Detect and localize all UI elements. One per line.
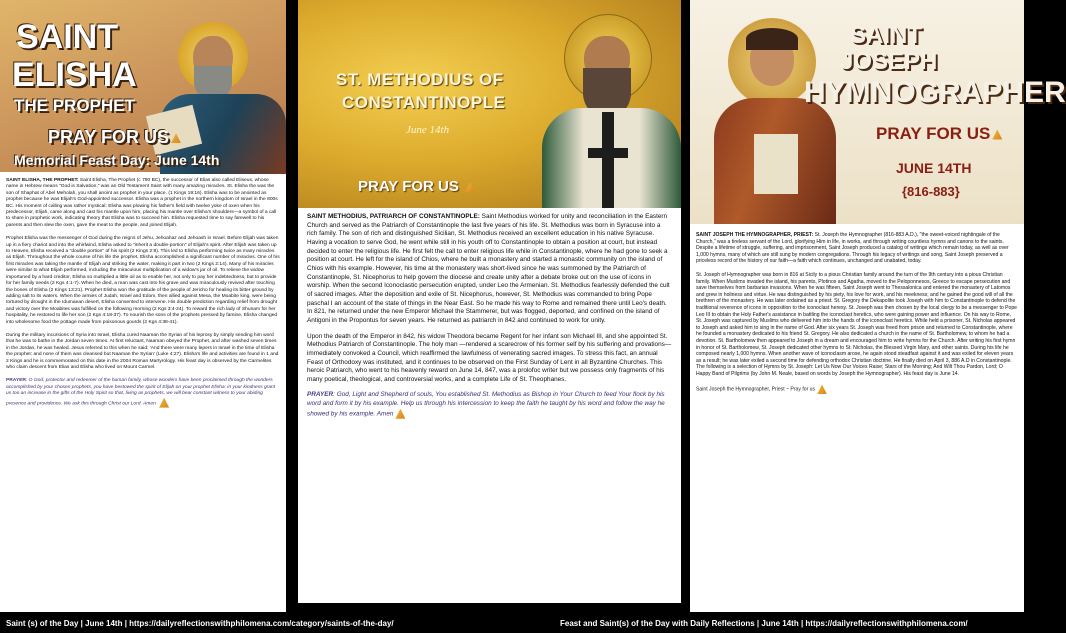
elisha-prayer: PRAYER: O God, protector and redeemer of the human family, whose wonders have been proclaimed through the wonders accomplished by your chosen prophets, you have bestowed the spirit of Elijah on your prophet Elisha: in your kindness grant us too an increase in the gifts of the Holy Spirit so that, living as prophets, we will bear constant witness to your abiding presence and providence. We ask this through Christ our Lord. Amen xyxy=(6,378,276,406)
joseph-feast-date: JUNE 14TH xyxy=(896,160,972,176)
elisha-title-name: ELISHA xyxy=(12,56,137,94)
joseph-pray-for-us: PRAY FOR US xyxy=(876,124,1002,144)
praying-hands-icon xyxy=(992,130,1002,140)
elisha-feast-day: Memorial Feast Day: June 14th xyxy=(14,152,220,168)
joseph-title-saint: SAINT xyxy=(850,22,922,49)
elisha-subtitle: THE PROPHET xyxy=(14,96,135,115)
joseph-closing-prayer: Saint Joseph the Hymnographer, Priest ~ Pray for us xyxy=(696,384,1018,394)
joseph-biography xyxy=(696,232,1018,401)
joseph-title-name: JOSEPH xyxy=(840,48,938,75)
methodius-icon-painting xyxy=(538,8,681,208)
elisha-paragraph-3: During the military incursions of Syria into Israel, Elisha cured Naaman the Syrian of his leprosy by simply sending him word that he was to bathe in the Jordan seven times. At first reluctant, Naaman obeyed the Prophet, and after washed seven times in the Jordan, he was healed. Jesus referred to this when he said: 'And there were many lepers in Israel in the time of Elisha the prophet: and none of them was cleansed but Naaman the Syrian' (Luke 4:27). Elisha's life and activities are found in 1 and 2 Kings and he is commemorated on this date in the 2004 Roman Martyrology. His feast day is observed by the Carmelites who claim descent from Elias and Elisha who lived on Mount Carmel. xyxy=(6,332,279,370)
footer-left-caption: Saint (s) of the Day | June 14th | https://dailyreflectionswithphilomena.com/category/saints-of-the-day/ xyxy=(6,619,394,628)
methodius-feast-date: June 14th xyxy=(406,124,450,136)
joseph-paragraph-1: SAINT JOSEPH THE HYMNOGRAPHER, PRIEST: St. Joseph the Hymnographer (816-883 A.D.), "the sweet-voiced nightingale of the Church," was a tireless servant of the Lord, glorifying Him in life, in works, and through writing countless hymns and canons to the saints. Despite a lifetime of struggle, suffering, and imprisonment, Saint Joseph produced a catalog of writings which remain today, as well as over 1,000 hymns, many of which are still sung by modern congregations. Through his legacy of writings and song, Saint Joseph preserved a priceless record of the history of our faith—a faith which continues, unchanged and unabated, today. xyxy=(696,232,1009,265)
methodius-banner-image xyxy=(298,0,681,208)
praying-hands-icon xyxy=(171,133,181,143)
joseph-years: {816-883} xyxy=(902,184,960,199)
joseph-paragraph-2: St. Joseph of Hymnographer was born in 816 at Sicily to a pious Christian family around the turn of the 9th century into a pious Christian family. When Muslims invaded the island, his parents, Plotinos and Agatha, moved to the Peloponnesos, Greece to escape persecution and save themselves from barbarian invasions. When he was fifteen, Saint Joseph went to Thessalonica and entered the monastery of Latomos and grew in holiness and virtue. He was distinguished by his piety, his love for work, and his meekness; and he gained the good will of all the brethren of the monastery. He was later ordained as a priest. St. Gregory the Dekapolite took Joseph with him to Constantinople to defend the traditional reverence of icons in opposition to the iconoclast heresy. St. Joseph was then chosen by the local clergy to be a messenger to Pope Leo III to obtain the Holy Father's assistance in battling the iconoclast heretics, who were gaining power and influence. On his way to Rome, St. Joseph was captured by Muslims who delivered him into the hands of the iconoclast heretics. While held a prisoner, St. Nicholas appeared to Joseph and asked him to sing in the name of God. After six years St. Joseph was freed from prison and returned to Constantinople, where he founded a monastery dedicated to his friend St. Gregory. He also dedicated a church in the name of St. Bartholomew, to whom he had a devotion. St. Bartholomew then appeared to Joseph in a dream and encouraged him to write hymns for the Church. After writing his first hymn in honor of St. Bartholomew, St. Joseph dedicated other hymns to St. Nicholas, the Blessed Virgin Mary, and other saints. During his life he composed nearly 1,000 hymns. When another wave of iconoclasm arose, he again stood steadfast against it and was exiled for eleven years as a result; he was later exiled a second time for defending orthodox Christian doctrine. He finally died on April 3, 886 A.D in Constantinople. The following is a selection of Hymns by St. Joseph: Let Us Now Our Voices Raise; Stars of the Morning; And Wilt Thou Pardon, Lord; O Happy Band of Pilgrims (by John M. Neale, based on words by Joseph the Hymnographer). His feast day is June 14. xyxy=(696,271,1017,377)
elisha-banner-image xyxy=(0,0,286,172)
footer-right-caption: Feast and Saint(s) of the Day with Daily Reflections | June 14th | https://dailyreflectionswithphilomena.com/ xyxy=(560,619,968,628)
praying-hands-icon xyxy=(465,182,475,192)
methodius-prayer: PRAYER: God, Light and Shepherd of souls, You established St. Methodius as Bishop in Your Church to feed Your flock by his word and form it by his example. Help us through his intercession to keep the faith he taught by his word and follow the way he showed by his example. Amen xyxy=(307,391,665,418)
methodius-title-line1: ST. METHODIUS OF xyxy=(336,70,504,89)
elisha-title-saint: SAINT xyxy=(16,18,118,56)
joseph-icon-painting xyxy=(714,14,836,224)
elisha-paragraph-1: SAINT ELISHA, THE PROPHET: Saint Elisha, The Prophet (c 790 BC), the successor of Elias also called Eliseus, whose name in Hebrew means "God is Salvation," was an Old Testament Saint with many amazing miracles. St. Elisha the was the son of Shaphat of Abel Meholah, you shall anoint as prophet in your place. (1 Kings 19:16). Elisha was to be anointed as prophet because he was Elijah's God-appointed successor. Elisha was a prophet in the northern kingdom of Israel in the 800s BC. His moment of calling was rather mystical: Elisha was plowing his father's field with twelve yoke of oxen when his predecessor, Elijah, came along and cast his mantle upon him, placing his mantle over Elisha's shoulders—a symbol of a call to share in prophetic work, indicating theory that Elisha was to succeed him. Elisha requested time to say farewell to his parents and then slew the oxen, gave the meat to the people, and joined Elijah. xyxy=(6,178,278,228)
joseph-panel xyxy=(690,0,1066,612)
methodius-pray-for-us: PRAY FOR US xyxy=(358,178,475,195)
elisha-panel xyxy=(0,0,286,612)
methodius-paragraph-2: Upon the death of the Emperor in 842, his widow Theodora became Regent for her infant son Michael III, and she appointed St. Methodius Patriarch of Constantinople. The holy man —rendered a scarecrow of his former self by his suffering and provations—immediately convoked a Council, which reaffirmed the lawfulness of venerating sacred images. To stress this fact, an annual Feast of Orthodoxy was instituted, and it continues to be observed on the First Sunday of Lent in all Byzantine Churches. This heroic Patriarch, who went to his heavenly reward on June 14, 847, was a prolofoc writer but we possess only fragments of his many poetical, theological, and controversial works, and a complete Life of St. Theophanes. xyxy=(307,332,672,383)
praying-hands-icon xyxy=(817,384,827,394)
methodius-paragraph-1: SAINT METHODIUS, PATRIARCH OF CONSTANTINOPLE: Saint Methodius worked for unity and reconciliation in the Eastern Church and served as the Patriarch of Constantinople the last five years of his life. St. Methodius was born in Syracuse into a rich family. The son of rich and distinguished Sicilian, St. Methodius received an excellent education in his native Syracuse. Having a vocation to serve God, he went while still in his youth off to Constantinople to obtain a position at court, but instead decided to enter the religious life. He first felt the call to enter religious life while in Constantinople, where he had gone to seek a position at court. He left for the island of Chios, where he built a monastery and started a monastic community on the island of Chios with his example. However, his time at the monastery was short-lived since he was summoned by the Patriarch of Constantinople, St. Nicephorus to help govern the diocese and create unity after a debate broke out on the use of icons in worship. When the second Iconoclastic persecution erupted, under Leo the Armenian. St. Methodius fearlessly defended the cult of sacred images. After the deposition and exile of St. Nicephorus, however, St. Methodius was commanded to bring Pope paschal I an account of the state of things in the Near East. So he made his way to Rome and remained there until Leo's death. In 821, he returned under the new Emperor Michael the Stammerer, but was flogged, deported, and confined on the island of Antigoni in the Propontus for seven years. He returned as patriarch in 842 and continued to work for unity. xyxy=(307,213,670,324)
elisha-paragraph-2: Prophet Elisha was the messenger of God during the reigns of Jehu, Jehoahaz and Jehoash in Israel. Before Elijah was taken up in a fiery chariot and into the whirlwind, Elisha asked to "inherit a double-portion" of Elijah's spirit. After Elijah was taken up to Heaven, Elisha received a "double portion" of his spirit (2 Kings 2:9). This led to Elisha performing twice as many miracles as Elijah. Throughout the whole course of his life the prophet, Elisha accomplished a significant number of miracles. One of his first miracles was taking the mantle of Elijah and striking the water, making it part in two (2 Kings 2:14). Many of his miracles were similar to what Elijah performed, including the miraculous multiplication of a widow's jar of oil. To relieve the widow importuned by a hard creditor, Elisha so multiplied a little oil as to enable her, not only to pay her indebtedness, but to provide for her family needs (2 Kgs 4:1-7). When he died, a man was cast into his grave and was miraculously revived after touching the bones of Elisha (2 Kings 13:21). Prophet Elisha won the gratitude of the people of Jericho for healing its bitter ground by adding salt to its waters. When the armies of Judah, Israel and Edom, then allied against Mesa, the Moabite king, were being tortured by drought in the Idumaean desert, Elisha consented to intervene. His double prediction regarding relief from drought and victory over the Moabites was fulfilled on the following morning (2 Kgs 3:4-24). To reward the rich lady of Shunam for her hospitality, he restored to life her son (2 Kgs 4:18-37). To nourish the sons of the prophets pressed by famine, Elisha changed into wholesome food the pottage made from poisonous gourds (2 Kgs 4:38-41). xyxy=(6,236,280,325)
methodius-panel xyxy=(298,0,681,603)
methodius-biography xyxy=(307,213,672,426)
elisha-biography xyxy=(6,178,280,415)
elisha-pray-for-us: PRAY FOR US xyxy=(48,128,181,146)
joseph-title-hymnographer: HYMNOGRAPHER xyxy=(804,76,1066,109)
methodius-title-line2: CONSTANTINOPLE xyxy=(342,93,506,112)
joseph-banner-image xyxy=(690,0,1066,224)
praying-hands-icon xyxy=(395,409,405,419)
praying-hands-icon xyxy=(159,398,169,408)
elisha-icon-painting xyxy=(150,14,286,172)
